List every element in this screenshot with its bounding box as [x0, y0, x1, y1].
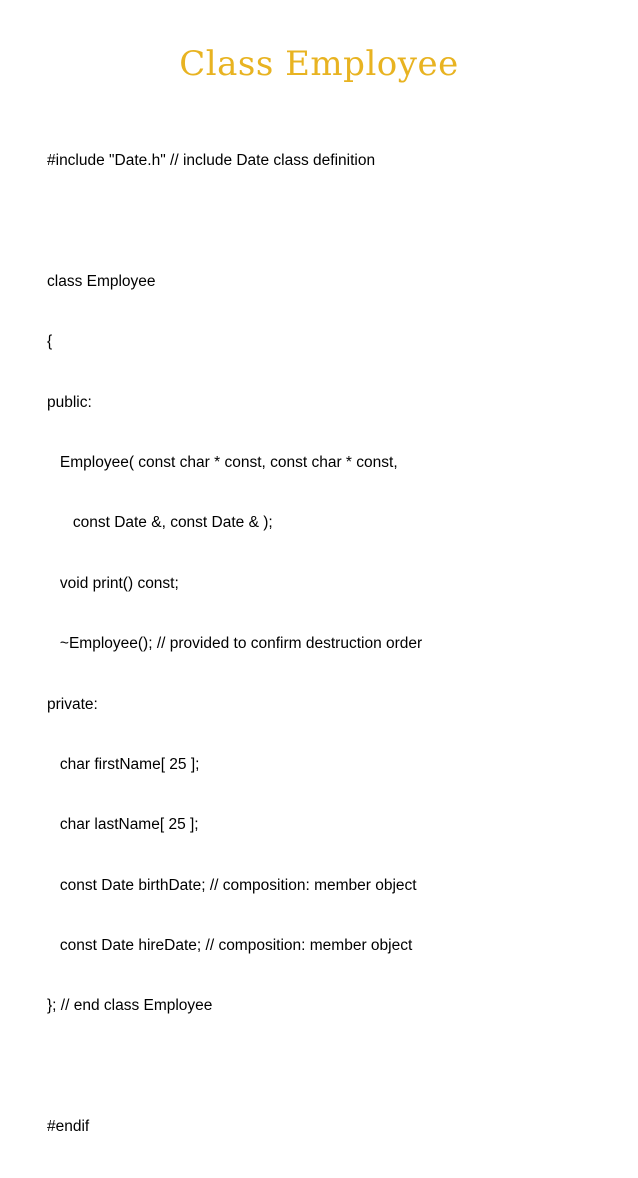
code-line [47, 1057, 627, 1077]
code-line: const Date &, const Date & ); [47, 514, 273, 532]
code-line: void print() const; [47, 574, 179, 592]
code-line: const Date birthDate; // composition: member object [47, 876, 417, 894]
code-line: Employee( const char * const, const char * const, [47, 453, 398, 471]
code-line: public: [47, 393, 92, 411]
code-line: #endif [47, 1118, 90, 1136]
code-line [47, 211, 627, 231]
code-block [47, 111, 627, 1178]
code-line: private: [47, 695, 98, 713]
code-line: #include "Date.h" // include Date class definition [47, 152, 376, 169]
code-line: class Employee [47, 272, 156, 290]
code-line: char lastName[ 25 ]; [47, 816, 199, 834]
code-line: }; // end class Employee [47, 997, 213, 1015]
code-line: char firstName[ 25 ]; [47, 755, 200, 773]
slide-title: Class Employee [179, 44, 459, 84]
code-line: ~Employee(); // provided to confirm destruction order [47, 635, 423, 653]
code-line: const Date hireDate; // composition: member object [47, 937, 413, 955]
code-line: { [47, 333, 53, 351]
